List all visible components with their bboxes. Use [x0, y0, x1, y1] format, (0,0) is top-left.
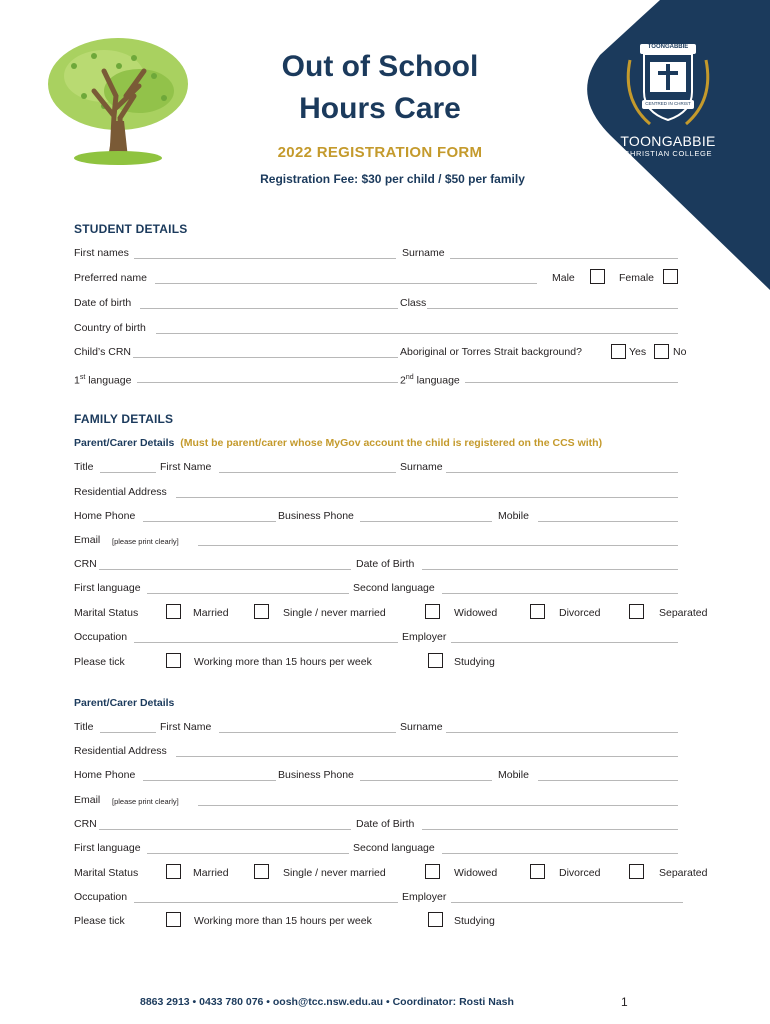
- dob-label: Date of birth: [74, 297, 132, 309]
- p2-working-checkbox[interactable]: [166, 912, 181, 927]
- p2-dob-label: Date of Birth: [356, 818, 415, 830]
- p2-dob-field[interactable]: [422, 829, 678, 830]
- p1-email-field[interactable]: [198, 545, 678, 546]
- second-language-label: [400, 371, 460, 388]
- p2-print-clearly: [please print clearly]: [112, 797, 179, 806]
- page-title: [260, 46, 500, 130]
- preferred-name-field[interactable]: [155, 283, 537, 284]
- p2-separated-checkbox[interactable]: [629, 864, 644, 879]
- p1-marital-label: Marital Status: [74, 607, 139, 619]
- p2-divorced-label: Divorced: [559, 867, 601, 879]
- p2-first-language-label: First language: [74, 842, 141, 854]
- p1-divorced-checkbox[interactable]: [530, 604, 545, 619]
- form-title: 2022 REGISTRATION FORM: [277, 144, 483, 161]
- country-field[interactable]: [156, 333, 678, 334]
- male-checkbox[interactable]: [590, 269, 605, 284]
- p1-widowed-checkbox[interactable]: [425, 604, 440, 619]
- p1-first-language-field[interactable]: [147, 593, 349, 594]
- male-label: Male: [552, 272, 575, 284]
- college-name: TOONGABBIE: [620, 133, 716, 149]
- p2-crn-field[interactable]: [99, 829, 351, 830]
- first-names-label: First names: [74, 247, 129, 259]
- p1-address-label: Residential Address: [74, 486, 167, 498]
- country-label: Country of birth: [74, 322, 146, 334]
- p2-second-language-label: Second language: [353, 842, 435, 854]
- p2-working-label: Working more than 15 hours per week: [194, 915, 372, 927]
- p2-single-checkbox[interactable]: [254, 864, 269, 879]
- p1-mobile-label: Mobile: [498, 510, 529, 522]
- title-line-2: Hours Care: [299, 92, 461, 125]
- p2-email-field[interactable]: [198, 805, 678, 806]
- p2-studying-label: Studying: [454, 915, 495, 927]
- p1-first-language-label: First language: [74, 582, 141, 594]
- p2-email-label: Email: [74, 794, 101, 806]
- p1-dob-field[interactable]: [422, 569, 678, 570]
- first-language-num: 1: [74, 374, 80, 387]
- college-subname: CHRISTIAN COLLEGE: [623, 149, 713, 158]
- student-details-heading: STUDENT DETAILS: [74, 222, 188, 236]
- p2-widowed-label: Widowed: [454, 867, 498, 879]
- title-line-1: Out of School: [281, 50, 479, 83]
- p2-mobile-field[interactable]: [538, 780, 678, 781]
- female-checkbox[interactable]: [663, 269, 678, 284]
- tree-logo: [44, 36, 192, 166]
- p2-marital-label: Marital Status: [74, 867, 139, 879]
- p1-separated-checkbox[interactable]: [629, 604, 644, 619]
- page-number: 1: [621, 995, 628, 1009]
- p1-please-tick-label: Please tick: [74, 656, 125, 668]
- p2-divorced-checkbox[interactable]: [530, 864, 545, 879]
- p1-employer-label: Employer: [402, 631, 447, 643]
- p2-title-field[interactable]: [100, 732, 156, 733]
- registration-fee: Registration Fee: $30 per child / $50 per family: [260, 172, 525, 186]
- first-language-word: language: [88, 374, 132, 387]
- p1-single-checkbox[interactable]: [254, 604, 269, 619]
- p2-married-checkbox[interactable]: [166, 864, 181, 879]
- p1-studying-checkbox[interactable]: [428, 653, 443, 668]
- p1-second-language-field[interactable]: [442, 593, 678, 594]
- class-field[interactable]: [427, 308, 678, 309]
- p1-working-label: Working more than 15 hours per week: [194, 656, 372, 668]
- p1-home-phone-field[interactable]: [143, 521, 276, 522]
- family-details-heading: FAMILY DETAILS: [74, 412, 174, 426]
- yes-checkbox[interactable]: [611, 344, 626, 359]
- p2-business-phone-field[interactable]: [360, 780, 492, 781]
- p2-widowed-checkbox[interactable]: [425, 864, 440, 879]
- p1-title-label: Title: [74, 461, 94, 473]
- p2-business-phone-label: Business Phone: [278, 769, 354, 781]
- parent1-note: (Must be parent/carer whose MyGov account the child is registered on the CCS with): [180, 437, 603, 449]
- female-label: Female: [619, 272, 655, 284]
- p1-print-clearly: [please print clearly]: [112, 537, 179, 546]
- p2-address-label: Residential Address: [74, 745, 167, 757]
- surname-label: Surname: [402, 247, 445, 259]
- p1-second-language-label: Second language: [353, 582, 435, 594]
- first-names-field[interactable]: [134, 258, 396, 259]
- p1-studying-label: Studying: [454, 656, 495, 668]
- yes-label: Yes: [629, 346, 647, 358]
- p1-divorced-label: Divorced: [559, 607, 601, 619]
- aboriginal-label: Aboriginal or Torres Strait background?: [400, 346, 582, 358]
- p2-occupation-field[interactable]: [134, 902, 398, 903]
- p2-first-language-field[interactable]: [147, 853, 349, 854]
- footer-contact: 8863 2913 • 0433 780 076 • oosh@tcc.nsw.edu.au • Coordinator: Rosti Nash: [140, 996, 514, 1008]
- p1-mobile-field[interactable]: [538, 521, 678, 522]
- dob-field[interactable]: [140, 308, 398, 309]
- p2-employer-label: Employer: [402, 891, 447, 903]
- parent1-heading-text: Parent/Carer Details: [74, 437, 175, 449]
- p1-occupation-label: Occupation: [74, 631, 128, 643]
- p1-title-field[interactable]: [100, 472, 156, 473]
- class-label: Class: [400, 297, 427, 309]
- p1-surname-label: Surname: [400, 461, 443, 473]
- p1-single-label: Single / never married: [283, 607, 386, 619]
- second-language-sup: nd: [405, 374, 414, 381]
- p1-first-name-field[interactable]: [219, 472, 396, 473]
- p1-home-phone-label: Home Phone: [74, 510, 136, 522]
- crn-field[interactable]: [133, 357, 398, 358]
- p2-mobile-label: Mobile: [498, 769, 529, 781]
- p1-address-field[interactable]: [176, 497, 678, 498]
- p2-title-label: Title: [74, 721, 94, 733]
- p2-married-label: Married: [193, 867, 229, 879]
- preferred-name-label: Preferred name: [74, 272, 147, 284]
- p2-crn-label: CRN: [74, 818, 97, 830]
- second-language-word: language: [416, 374, 460, 387]
- no-checkbox[interactable]: [654, 344, 669, 359]
- p2-address-field[interactable]: [176, 756, 678, 757]
- college-crest-icon: [620, 40, 716, 132]
- crest-top-text: TOONGABBIE: [647, 44, 689, 50]
- p1-employer-field[interactable]: [451, 642, 678, 643]
- first-language-sup: st: [79, 374, 86, 381]
- p1-surname-field[interactable]: [446, 472, 678, 473]
- p1-married-label: Married: [193, 607, 229, 619]
- p1-crn-label: CRN: [74, 558, 97, 570]
- no-label: No: [673, 346, 687, 358]
- p2-home-phone-label: Home Phone: [74, 769, 136, 781]
- first-language-label: [74, 371, 131, 388]
- second-language-num: 2: [400, 374, 406, 387]
- p2-please-tick-label: Please tick: [74, 915, 125, 927]
- p1-business-phone-field[interactable]: [360, 521, 492, 522]
- p1-widowed-label: Widowed: [454, 607, 498, 619]
- p2-separated-label: Separated: [659, 867, 708, 879]
- p2-surname-label: Surname: [400, 721, 443, 733]
- p1-email-label: Email: [74, 534, 101, 546]
- first-language-field[interactable]: [137, 382, 398, 383]
- parent2-heading: Parent/Carer Details: [74, 697, 175, 709]
- p2-employer-field[interactable]: [451, 902, 683, 903]
- p1-separated-label: Separated: [659, 607, 708, 619]
- p1-crn-field[interactable]: [99, 569, 351, 570]
- parent1-heading: [74, 437, 602, 449]
- p2-single-label: Single / never married: [283, 867, 386, 879]
- p1-dob-label: Date of Birth: [356, 558, 415, 570]
- crest-motto: CENTRED IN CHRIST: [645, 101, 691, 106]
- p2-occupation-label: Occupation: [74, 891, 128, 903]
- second-language-field[interactable]: [465, 382, 678, 383]
- p2-surname-field[interactable]: [446, 732, 678, 733]
- p1-working-checkbox[interactable]: [166, 653, 181, 668]
- p1-married-checkbox[interactable]: [166, 604, 181, 619]
- p1-business-phone-label: Business Phone: [278, 510, 354, 522]
- p2-first-name-label: First Name: [160, 721, 212, 733]
- p1-first-name-label: First Name: [160, 461, 212, 473]
- p1-occupation-field[interactable]: [134, 642, 398, 643]
- p2-studying-checkbox[interactable]: [428, 912, 443, 927]
- p2-first-name-field[interactable]: [219, 732, 396, 733]
- crn-label: Child’s CRN: [74, 346, 131, 358]
- p2-second-language-field[interactable]: [442, 853, 678, 854]
- p2-home-phone-field[interactable]: [143, 780, 276, 781]
- surname-field[interactable]: [450, 258, 678, 259]
